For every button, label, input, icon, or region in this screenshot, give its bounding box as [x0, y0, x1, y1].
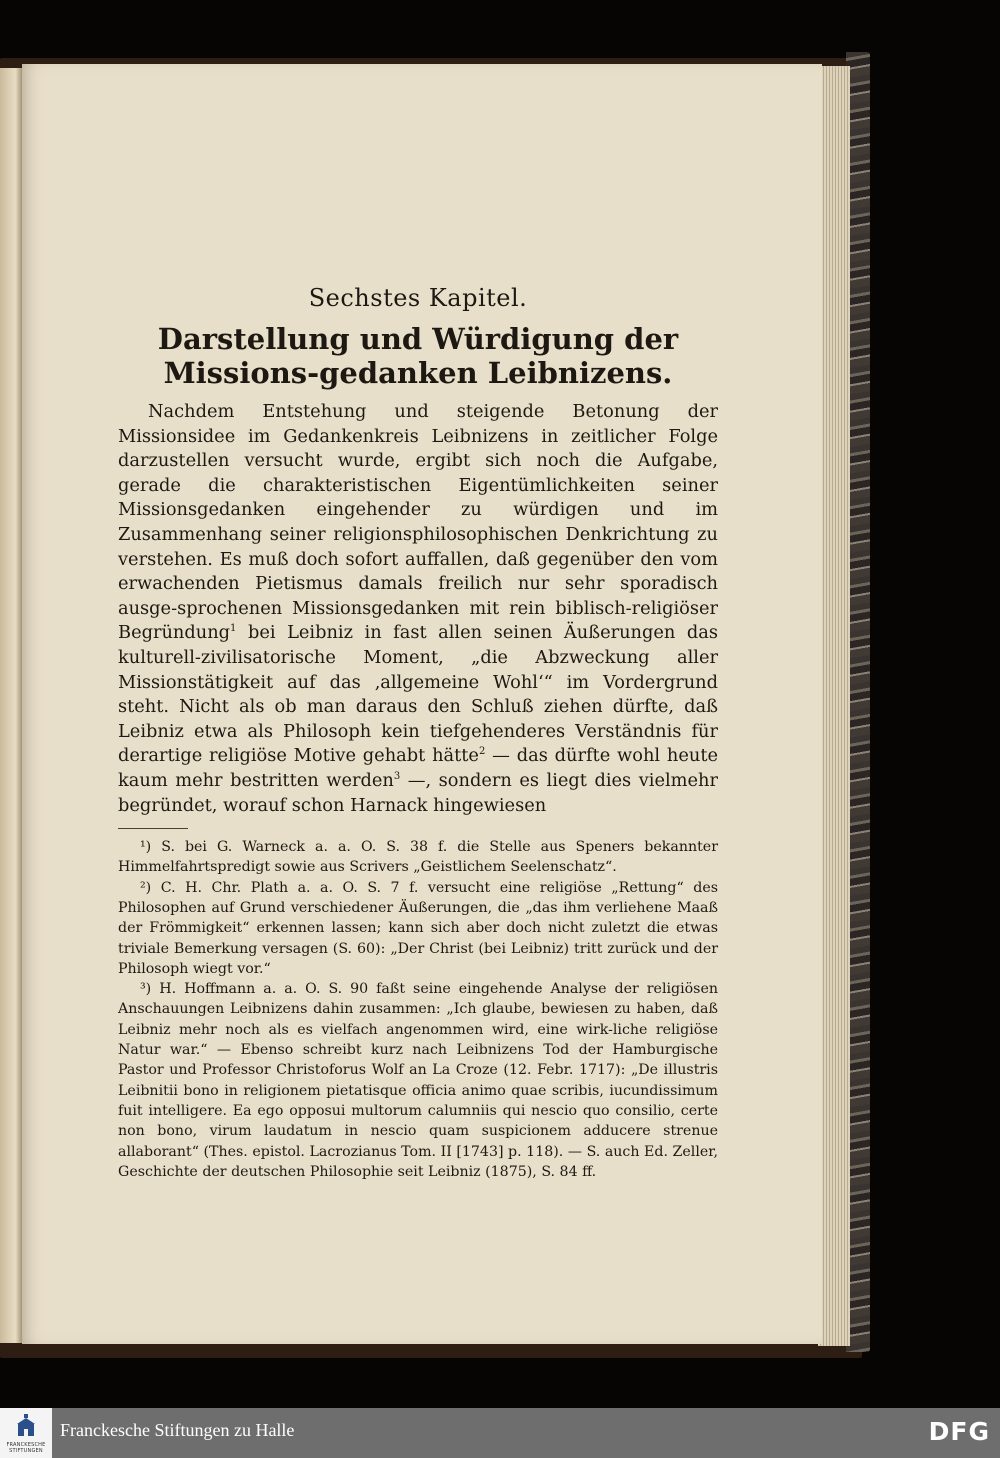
chapter-title: Darstellung und Würdigung der Missions-gedanken Leibnizens. — [157, 322, 679, 390]
footnote-separator — [118, 828, 188, 829]
footnote-2: ²) C. H. Chr. Plath a. a. O. S. 7 f. versucht eine religiöse „Rettung“ des Philosophen auf Grund verschiedener Äußerungen, die „das ihm verliehene Maaß der Frömmigkeit“ erkennen lassen; kann sich aber doch nicht zuletzt die etwas triviale Bemerkung versagen (S. 60): „Der Christ (bei Leibniz) tritt zurück und der Philosoph wiegt vor.“ — [118, 879, 718, 977]
footnote-1: ¹) S. bei G. Warneck a. a. O. S. 38 f. die Stelle aus Speners bekannter Himmelfahrtspredigt sowie aus Scrivers „Geistlichem Seelenschatz“. — [118, 839, 718, 876]
book-page — [22, 64, 822, 1344]
body-text-segment-3: — das dürfte wohl heute kaum mehr bestritten werden — [118, 745, 718, 791]
footnote-3: ³) H. Hoffmann a. a. O. S. 90 faßt seine eingehende Analyse der religiösen Anschauungen Leibnizens dahin zusammen: „Ich glaube, bewiesen zu haben, daß Leibniz mehr noch als es vielfach angenommen wird, eine wirk-liche religiöse Natur war.“ — Ebenso schreibt kurz nach Leibnizens Tod der Hamburgische Pastor und Professor Christoforus Wolf an La Croze (12. Febr. 1717): „De illustris Leibnitii bono in religionem pietatisque officia animo quae scribis, iucundissimum fuit intelligere. Ea ego opposui multorum calumniis qui nescio quo consilio, certe non bono, virum laudatum in nescio quam suspicionem adducere strenue allaborant“ (Thes. epistol. Lacrozianus Tom. II [1743] p. 118). — S. auch Ed. Zeller, Geschichte der deutschen Philosophie seit Leibniz (1875), S. 84 ff. — [118, 981, 718, 1180]
body-text-segment-1: Nachdem Entstehung und steigende Betonung der Missionsidee im Gedankenkreis Leibnizens in zeitlicher Folge darzustellen versucht wurde, ergibt sich noch die Aufgabe, gerade die charakteristischen Eigentümlichkeiten seiner Missionsgedanken eingehender zu würdigen und im Zusammenhang seiner religionsphilosophischen Denkrichtung zu verstehen. Es muß doch sofort auffallen, daß gegenüber den vom erwachenden Pietismus damals freilich nur sehr sporadisch ausge-sprochenen Missionsgedanken mit rein biblisch-religiöser Begründung — [118, 401, 718, 644]
francke-building-icon — [15, 1414, 37, 1438]
body-text-segment-2: bei Leibniz in fast allen seinen Äußerungen das kulturell-zivilisatorische Moment, „die Abzweckung aller Missionstätigkeit auf das ‚allgemeine Wohl‘“ im Vordergrund steht. Nicht als ob man daraus den Schluß ziehen dürfte, daß Leibniz etwa als Philosoph kein tiefgehenderes Verständnis für derartige religiöse Motive gehabt hätte — [118, 622, 718, 767]
footnote-mark-3: 3 — [393, 770, 401, 782]
body-paragraph — [118, 400, 718, 818]
page-content — [118, 284, 718, 1182]
facing-page-edge — [0, 68, 22, 1343]
institution-name: Franckesche Stiftungen zu Halle — [60, 1420, 295, 1440]
chapter-heading: Sechstes Kapitel. — [308, 284, 528, 312]
viewer-footer — [0, 1408, 1000, 1458]
dfg-logo[interactable]: DFG — [928, 1417, 990, 1446]
body-text-segment-4: —, sondern es liegt dies vielmehr begründet, worauf schon Harnack hingewiesen — [118, 769, 718, 816]
page-stack-edge — [818, 66, 850, 1346]
footnote-mark-2: 2 — [478, 746, 486, 758]
footnote-mark-1: 1 — [230, 623, 237, 635]
francke-logo[interactable] — [0, 1408, 52, 1458]
logo-caption: FRANCKESCHE STIFTUNGEN — [6, 1442, 46, 1454]
